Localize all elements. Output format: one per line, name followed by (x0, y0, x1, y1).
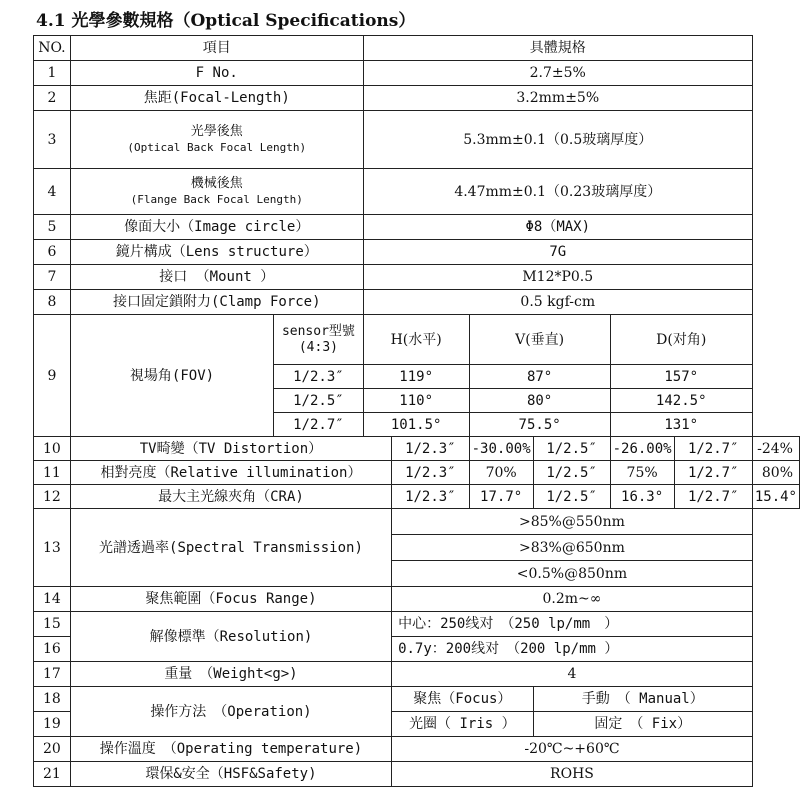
optical-spec-table (33, 35, 800, 787)
row-item (70, 111, 363, 169)
row-number: 12 (34, 485, 71, 509)
section-title: 4.1 光學參數規格（Optical Specifications） (36, 11, 416, 31)
illumination-value: 70% (469, 461, 533, 485)
row-number: 15 (34, 612, 71, 637)
fov-h: 101.5° (363, 413, 469, 437)
row-number: 21 (34, 762, 71, 787)
row-spec: 0.5 kgf-cm (363, 290, 752, 315)
row-number: 19 (34, 712, 71, 737)
row-number: 4 (34, 169, 71, 215)
row-item: 操作溫度 （Operating temperature) (70, 737, 391, 762)
row-spec: -20℃~+60℃ (392, 737, 753, 762)
row-item: 視場角(FOV) (70, 315, 273, 437)
transmission-value: >85%@550nm (392, 509, 753, 535)
sensor-size: 1/2.7″ (674, 485, 752, 509)
row-item: 聚焦範圍（Focus Range) (70, 587, 391, 612)
sensor-size: 1/2.7″ (674, 437, 752, 461)
row-number: 20 (34, 737, 71, 762)
table-row (34, 612, 800, 637)
fov-sensor: 1/2.7″ (274, 413, 364, 437)
table-row (34, 437, 800, 461)
table-row (34, 509, 800, 535)
operation-iris-value: 固定 （ Fix） (533, 712, 752, 737)
fov-v-header: V(垂直) (469, 315, 610, 365)
row-item: 重量 （Weight<g>) (70, 662, 391, 687)
row-item-title: 機械後焦 (190, 175, 243, 191)
row-number: 7 (34, 265, 71, 290)
fov-d: 131° (610, 413, 752, 437)
illumination-value: 80% (752, 461, 799, 485)
table-row (34, 215, 800, 240)
transmission-value: <0.5%@850nm (392, 561, 753, 587)
table-row (34, 86, 800, 111)
sensor-size: 1/2.5″ (533, 461, 610, 485)
row-item: 像面大小（Image circle） (70, 215, 363, 240)
table-row-fov-head (34, 315, 800, 365)
row-spec: 4 (392, 662, 753, 687)
table-row (34, 662, 800, 687)
row-number: 9 (34, 315, 71, 437)
row-number: 3 (34, 111, 71, 169)
row-item: 操作方法 （Operation) (70, 687, 391, 737)
sensor-size: 1/2.3″ (392, 461, 470, 485)
row-item: 鏡片構成（Lens structure） (70, 240, 363, 265)
row-number: 6 (34, 240, 71, 265)
row-item: 焦距(Focal-Length) (70, 86, 363, 111)
sensor-size: 1/2.5″ (533, 437, 610, 461)
row-item: 最大主光線夾角（CRA) (70, 485, 391, 509)
cra-value: 16.3° (610, 485, 674, 509)
table-row (34, 240, 800, 265)
fov-v: 80° (469, 389, 610, 413)
row-number: 14 (34, 587, 71, 612)
row-spec: ROHS (392, 762, 753, 787)
row-spec: 2.7±5% (363, 61, 752, 86)
distortion-value: -26.00% (610, 437, 674, 461)
fov-v: 75.5° (469, 413, 610, 437)
row-spec: Φ8（MAX) (363, 215, 752, 240)
row-number: 5 (34, 215, 71, 240)
table-row (34, 169, 800, 215)
cra-value: 17.7° (469, 485, 533, 509)
table-row (34, 737, 800, 762)
row-number: 1 (34, 61, 71, 86)
header-item: 項目 (70, 36, 363, 61)
row-number: 18 (34, 687, 71, 712)
table-row (34, 290, 800, 315)
table-row (34, 587, 800, 612)
row-spec: 5.3mm±0.1（0.5玻璃厚度） (363, 111, 752, 169)
fov-d: 142.5° (610, 389, 752, 413)
fov-d-header: D(对角) (610, 315, 752, 365)
cra-value: 15.4° (752, 485, 799, 509)
sensor-size: 1/2.7″ (674, 461, 752, 485)
fov-h: 110° (363, 389, 469, 413)
row-item-subtitle: (Flange Back Focal Length) (130, 192, 303, 206)
row-item: TV畸變（TV Distortion） (70, 437, 391, 461)
row-spec: 7G (363, 240, 752, 265)
table-row (34, 762, 800, 787)
transmission-value: >83%@650nm (392, 535, 753, 561)
row-item: 接口 （Mount ） (70, 265, 363, 290)
row-number: 11 (34, 461, 71, 485)
distortion-value: -24% (752, 437, 799, 461)
fov-sensor: 1/2.3″ (274, 365, 364, 389)
row-spec: 0.2m~∞ (392, 587, 753, 612)
table-header-row (34, 36, 800, 61)
row-number: 8 (34, 290, 71, 315)
fov-sensor-label: sensor型號 (281, 323, 355, 339)
operation-iris-label: 光圈（ Iris ） (392, 712, 534, 737)
table-row (34, 61, 800, 86)
row-spec: M12*P0.5 (363, 265, 752, 290)
fov-sensor: 1/2.5″ (274, 389, 364, 413)
operation-focus-label: 聚焦（Focus） (392, 687, 534, 712)
row-item: 相對亮度（Relative illumination） (70, 461, 391, 485)
row-number: 17 (34, 662, 71, 687)
distortion-value: -30.00% (469, 437, 533, 461)
table-row (34, 265, 800, 290)
row-item: F No. (70, 61, 363, 86)
resolution-center: 中心：250线对 （250 lp/mm ） (392, 612, 753, 637)
table-row (34, 111, 800, 169)
fov-sensor-header (274, 315, 364, 365)
row-spec: 3.2mm±5% (363, 86, 752, 111)
sensor-size: 1/2.5″ (533, 485, 610, 509)
fov-sensor-ratio: (4:3) (298, 339, 338, 355)
fov-d: 157° (610, 365, 752, 389)
header-no: NO. (34, 36, 71, 61)
row-item: 接口固定鎖附力(Clamp Force) (70, 290, 363, 315)
row-number: 2 (34, 86, 71, 111)
sensor-size: 1/2.3″ (392, 437, 470, 461)
row-item: 解像標準（Resolution) (70, 612, 391, 662)
sensor-size: 1/2.3″ (392, 485, 470, 509)
row-item: 光譜透過率(Spectral Transmission) (70, 509, 391, 587)
header-spec: 具體規格 (363, 36, 752, 61)
row-item: 環保&安全（HSF&Safety) (70, 762, 391, 787)
fov-h: 119° (363, 365, 469, 389)
row-number: 13 (34, 509, 71, 587)
row-number: 16 (34, 637, 71, 662)
table-row (34, 687, 800, 712)
resolution-edge: 0.7y：200线对 （200 lp/mm ） (392, 637, 753, 662)
operation-focus-value: 手動 （ Manual） (533, 687, 752, 712)
table-row (34, 485, 800, 509)
fov-v: 87° (469, 365, 610, 389)
table-row (34, 461, 800, 485)
row-item-subtitle: (Optical Back Focal Length) (127, 140, 307, 154)
illumination-value: 75% (610, 461, 674, 485)
row-spec: 4.47mm±0.1（0.23玻璃厚度） (363, 169, 752, 215)
row-item (70, 169, 363, 215)
row-item-title: 光學後焦 (190, 123, 243, 139)
fov-h-header: H(水平) (363, 315, 469, 365)
row-number: 10 (34, 437, 71, 461)
